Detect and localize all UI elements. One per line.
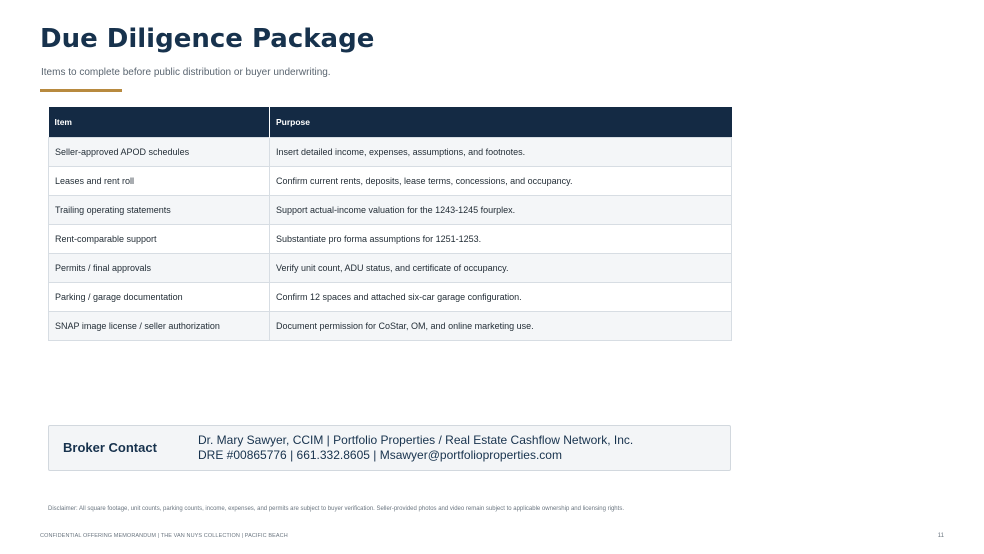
page-title: Due Diligence Package [40,24,375,54]
item-cell: Permits / final approvals [49,253,270,282]
table-header-row [49,107,732,137]
accent-rule [40,89,122,92]
broker-contact-label: Broker Contact [63,440,157,455]
page-subtitle: Items to complete before public distribution or buyer underwriting. [41,67,331,78]
broker-contact-box [48,425,731,471]
purpose-cell: Support actual-income valuation for the 1243-1245 fourplex. [270,195,732,224]
broker-contact-line-2: DRE #00865776 | 661.332.8605 | Msawyer@portfolioproperties.com [198,448,562,462]
item-cell: Seller-approved APOD schedules [49,137,270,166]
table-row [49,224,732,253]
purpose-cell: Confirm 12 spaces and attached six-car garage configuration. [270,282,732,311]
purpose-cell: Verify unit count, ADU status, and certificate of occupancy. [270,253,732,282]
purpose-cell: Document permission for CoStar, OM, and online marketing use. [270,311,732,340]
footer-document-label: CONFIDENTIAL OFFERING MEMORANDUM | THE VAN NUYS COLLECTION | PACIFIC BEACH [40,533,288,539]
due-diligence-table [48,107,732,341]
item-cell: SNAP image license / seller authorization [49,311,270,340]
column-header-purpose: Purpose [270,107,732,137]
table-row [49,195,732,224]
table-row [49,137,732,166]
table-row [49,166,732,195]
table-row [49,253,732,282]
purpose-cell: Insert detailed income, expenses, assumptions, and footnotes. [270,137,732,166]
item-cell: Leases and rent roll [49,166,270,195]
broker-contact-line-1: Dr. Mary Sawyer, CCIM | Portfolio Properties / Real Estate Cashflow Network, Inc. [198,433,634,447]
column-header-item: Item [49,107,270,137]
purpose-cell: Confirm current rents, deposits, lease terms, concessions, and occupancy. [270,166,732,195]
item-cell: Rent-comparable support [49,224,270,253]
broker-contact-details [198,433,633,463]
item-cell: Trailing operating statements [49,195,270,224]
disclaimer-text: Disclaimer: All square footage, unit counts, parking counts, income, expenses, and permits are subject to buyer verification. Seller-provided photos and video remain subject to applicable ownership and licensing rights. [48,506,624,512]
table-row [49,282,732,311]
purpose-cell: Substantiate pro forma assumptions for 1251-1253. [270,224,732,253]
page-number: 11 [937,533,944,539]
item-cell: Parking / garage documentation [49,282,270,311]
table-row [49,311,732,340]
